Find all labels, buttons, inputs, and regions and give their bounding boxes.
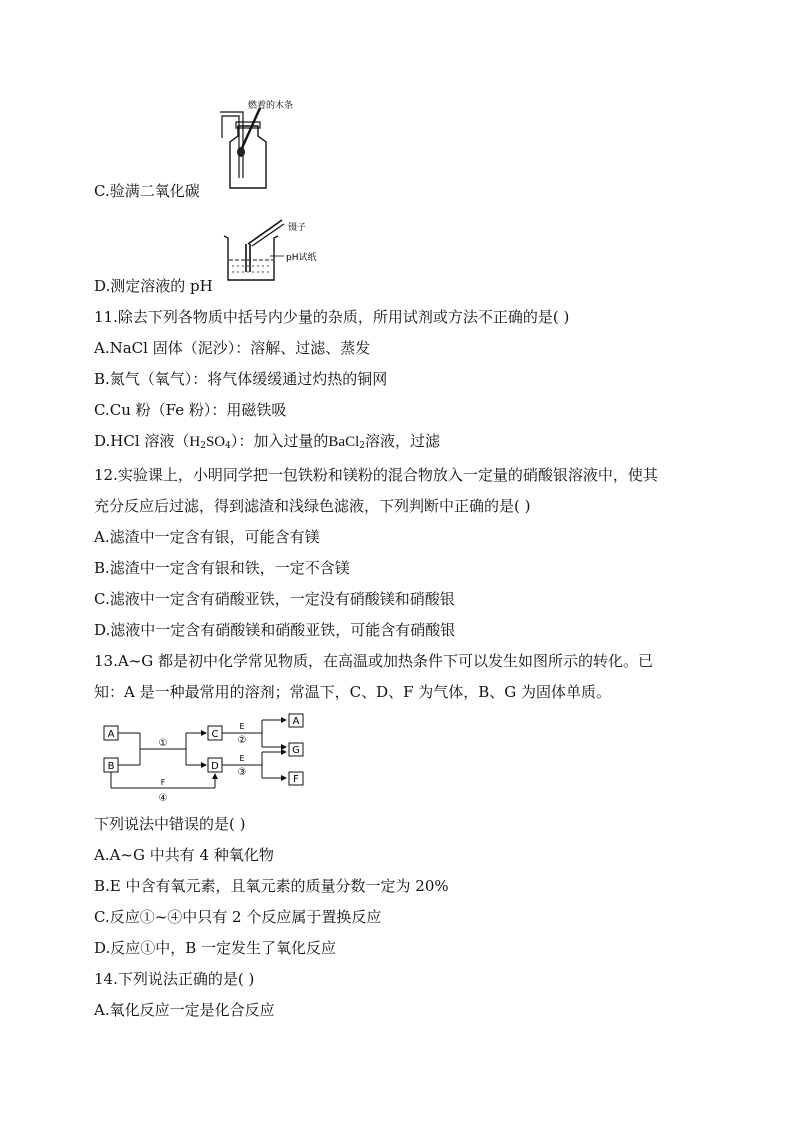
formula-so: SO <box>205 434 226 450</box>
diagram-box-c: C <box>211 729 219 740</box>
formula-so-sub: 4 <box>225 441 231 451</box>
q11-option-b: B.氮气（氧气）：将气体缓缓通过灼热的铜网 <box>94 370 388 388</box>
ph-test-figure <box>218 216 328 282</box>
formula-bacl-sub: 2 <box>359 441 365 451</box>
q11-stem: 11.除去下列各物质中括号内少量的杂质，所用试剂或方法不正确的是( ) <box>94 308 570 326</box>
diagram-reagent-e-bottom: E <box>239 754 245 763</box>
co2-check-figure <box>212 98 322 194</box>
q12-option-d: D.滤液中一定含有硝酸镁和硝酸亚铁，可能含有硝酸银 <box>94 621 456 639</box>
diagram-box-f: F <box>293 774 299 785</box>
q12-stem-line2: 充分反应后过滤，得到滤渣和浅绿色滤液，下列判断中正确的是( ) <box>94 497 531 515</box>
q13-option-a: A.A~G 中共有 4 种氧化物 <box>94 846 274 864</box>
diagram-box-a-right: A <box>292 716 300 727</box>
diagram-box-d: D <box>211 761 219 772</box>
q13-conversion-diagram <box>100 712 312 806</box>
q11-option-c: C.Cu 粉（Fe 粉）：用磁铁吸 <box>94 401 287 419</box>
diagram-reaction-4: ④ <box>158 793 168 804</box>
q11-option-d <box>94 431 440 456</box>
formula-bacl: BaCl <box>328 434 360 450</box>
q14-option-a: A.氧化反应一定是化合反应 <box>94 1001 275 1019</box>
q13-stem-line1: 13.A~G 都是初中化学常见物质，在高温或加热条件下可以发生如图所示的转化。已 <box>94 652 654 670</box>
diagram-box-g: G <box>292 745 300 756</box>
diagram-reaction-2: ② <box>237 735 247 746</box>
ph-figure-label-tweezers: 镊子 <box>288 223 307 233</box>
q11-option-d-mid: ）：加入过量的 <box>230 432 329 450</box>
q12-stem-line1: 12.实验课上，小明同学把一包铁粉和镁粉的混合物放入一定量的硝酸银溶液中，使其 <box>94 466 658 484</box>
q11-option-a: A.NaCl 固体（泥沙）：溶解、过滤、蒸发 <box>94 339 371 357</box>
ph-figure-label-paper: pH试纸 <box>286 253 317 263</box>
q13-option-b: B.E 中含有氧元素，且氧元素的质量分数一定为 20% <box>94 877 449 895</box>
q12-option-a: A.滤渣中一定含有银，可能含有镁 <box>94 528 320 546</box>
q14-stem: 14.下列说法正确的是( ) <box>94 970 255 988</box>
q10-option-c: C.验满二氧化碳 <box>94 182 200 200</box>
formula-h-sub: 2 <box>200 441 206 451</box>
diagram-reagent-e-top: E <box>239 722 245 731</box>
diagram-reaction-3: ③ <box>237 767 247 778</box>
q13-option-d: D.反应①中，B 一定发生了氧化反应 <box>94 939 337 957</box>
q12-option-c: C.滤液中一定含有硝酸亚铁，一定没有硝酸镁和硝酸银 <box>94 590 455 608</box>
formula-h: H <box>189 434 201 450</box>
q11-option-d-suffix: 溶液，过滤 <box>364 432 440 450</box>
q13-option-c: C.反应①~④中只有 2 个反应属于置换反应 <box>94 908 382 926</box>
q13-stem-line2: 知：A 是一种最常用的溶剂；常温下，C、D、F 为气体，B、G 为固体单质。 <box>94 683 612 701</box>
diagram-box-b: B <box>107 761 115 772</box>
q10-option-d: D.测定溶液的 pH <box>94 277 213 295</box>
diagram-reaction-1: ① <box>158 738 168 749</box>
co2-figure-label: 燃着的木条 <box>248 101 294 111</box>
q12-option-b: B.滤渣中一定含有银和铁，一定不含镁 <box>94 559 350 577</box>
q13-prompt: 下列说法中错误的是( ) <box>94 815 246 833</box>
diagram-box-a-left: A <box>107 729 115 740</box>
diagram-reagent-f: F <box>160 778 166 787</box>
q11-option-d-prefix: D.HCl 溶液（ <box>94 432 190 450</box>
